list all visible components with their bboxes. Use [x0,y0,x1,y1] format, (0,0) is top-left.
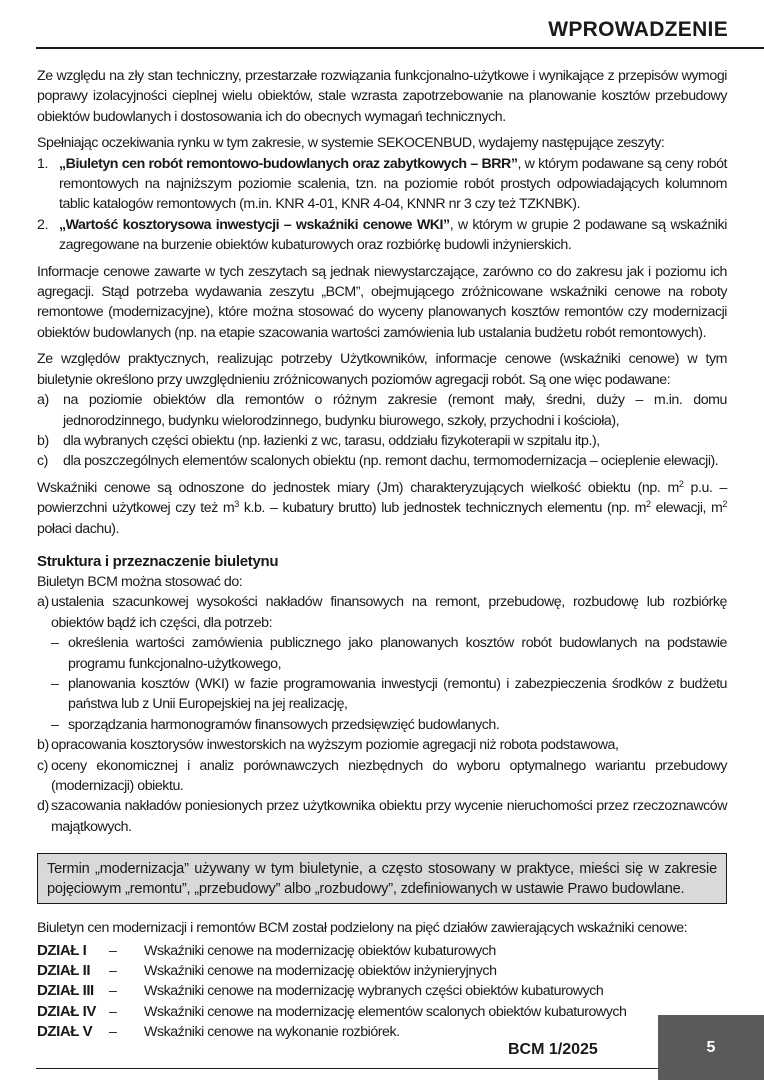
intro-paragraph-1: Ze względu na zły stan techniczny, przestarzałe rozwiązania funkcjonalno-użytkowe i wynikające z przepisów wymogi poprawy izolacyjności cieplnej wielu obiektów, stale wzrasta zapotrzebowanie na planowanie kosztów przebudowy obiektów budowlanych i dostosowania ich do obecnych wymagań technicznych. [37,68,727,125]
footer-rule [36,1068,658,1069]
list-text: , w którym w grupie 2 podawane są wskaźniki zagregowane na burzenie obiektów kubaturowych oraz rozbiórkę budowli inżynierskich. [59,216,727,254]
intro-paragraph-3: Informacje cenowe zawarte w tych zeszytach są jednak niewystarczające, zarówno co do zakresu jak i poziomu ich agregacji. Stąd potrzeba wydawania zeszytu „BCM”, obejmującego zróżnicowane wskaźniki cenowe na roboty remontowe (modernizacyjne), które można stosować do wyceny planowanych kosztów remontów czy modernizacji obiektów budowlanych (np. na etapie szacowania wartości zamówienia lub ustalania budżetu robót remontowych). [37,263,727,341]
header-rule [36,47,764,49]
dash-marker: – [51,635,59,652]
list-marker: d) [37,798,49,815]
list-text: ustalenia szacunkowej wysokości nakładów finansowych na remont, przebudowę, rozbudowę lub rozbiórkę obiektów bądź ich części, dla potrzeb: [51,594,727,631]
list-marker: b) [37,432,49,449]
list-marker: c) [37,757,48,774]
list-marker: 1. [37,155,48,172]
division-code: DZIAŁ III [37,982,94,1000]
dash-marker: – [51,675,59,692]
footer-publication: BCM 1/2025 [508,1041,598,1058]
list-item [37,796,727,837]
divisions-lead: Biuletyn cen modernizacji i remontów BCM został podzielony na pięć działów zawierających wskaźniki cenowe: [37,920,688,937]
list-item [37,735,727,755]
list-text: , w którym podawane są ceny robót remontowych na najniższym poziomie scalenia, tzn. na poziomie robót prostych odpowiadających kolumnom tablic katalogów remontowych (m.in. KNR 4-01, KNR 4-04, KNNR nr 3 czy też TZKNBK). [59,155,727,213]
publication-name: „Wartość kosztorysowa inwestycji – wskaźniki cenowe WKI” [59,216,450,233]
list-marker: a) [37,392,49,409]
division-row [37,941,727,961]
divisions-list [37,941,727,1043]
division-dash: – [109,1024,117,1041]
list-item [37,154,727,215]
structure-lead: Biuletyn BCM można stosować do: [37,573,243,590]
list-item [37,756,727,797]
list-item [37,674,727,715]
list-text: opracowania kosztorysów inwestorskich na wyższym poziomie agregacji niż robota podstawowa, [51,737,619,754]
division-description: Wskaźniki cenowe na modernizację elementów scalonych obiektów kubaturowych [144,1003,627,1020]
definition-note-box: Termin „modernizacja” używany w tym biuletynie, a często stosowany w praktyce, mieści się w zakresie pojęciowym „remontu”, „przebudowy” albo „rozbudowy”, zdefiniowanych w ustawie Prawo budowlane. [37,853,727,904]
list-item [37,215,727,256]
division-dash: – [109,963,117,980]
division-row [37,961,727,981]
list-text: sporządzania harmonogramów finansowych przedsięwzięć budowlanych. [68,716,500,733]
division-code: DZIAŁ V [37,1023,93,1041]
page-content [37,66,727,1043]
division-description: Wskaźniki cenowe na modernizację obiektów kubaturowych [144,942,496,959]
list-marker: c) [37,453,48,470]
list-item [37,431,727,451]
list-text: dla wybranych części obiektu (np. łazienki z wc, tarasu, oddziału fizykoterapii w szpitalu itp.), [63,432,600,449]
list-text: określenia wartości zamówienia publicznego jako planowanych kosztów robót budowlanych na podstawie programu funkcjonalno-użytkowego, [68,635,727,672]
division-dash: – [109,1003,117,1020]
list-text: szacowania nakładów poniesionych przez użytkownika obiektu przy wycenie nieruchomości przez rzeczoznawców majątkowych. [51,798,727,835]
division-row [37,1002,727,1022]
list-text: na poziomie obiektów dla remontów o różnym zakresie (remont mały, średni, duży – m.in. domu jednorodzinnego, budynku wielorodzinnego, budynku biurowego, szkoły, przychodni i kościoła), [63,392,727,429]
intro-paragraph-4: Ze względów praktycznych, realizując potrzeby Użytkowników, informacje cenowe (wskaźniki cenowe) w tym biuletynie określono przy uwzględnieniu zróżnicowanych poziomów agregacji robót. Są one więc podawane: [37,351,727,388]
list-marker: a) [37,594,49,611]
list-text: dla poszczególnych elementów scalonych obiektu (np. remont dachu, termomodernizacja – ocieplenie elewacji). [63,453,719,470]
division-dash: – [109,942,117,959]
division-row [37,1022,727,1042]
division-code: DZIAŁ II [37,962,91,980]
intro-paragraph-2: Spełniając oczekiwania rynku w tym zakresie, w systemie SEKOCENBUD, wydajemy następujące zeszyty: [37,135,665,152]
list-item [37,715,727,735]
publication-name: „Biuletyn cen robót remontowo-budowlanych oraz zabytkowych – BRR” [59,155,518,172]
list-marker: 2. [37,216,48,233]
page-number-box [658,1015,764,1080]
division-code: DZIAŁ IV [37,1002,96,1020]
intro-paragraph-5: Wskaźniki cenowe są odnoszone do jednostek miary (Jm) charakteryzujących wielkość obiektu (np. $m^2$ p.u. – powierzchni użytkowej czy też $m^3$ k.b. – kubatury brutto) lub jednostek technicznych elementu (np. $m^2$ elewacji, $m^2$ połaci dachu). [37,478,727,537]
division-description: Wskaźniki cenowe na modernizację obiektów inżynieryjnych [144,963,497,980]
list-item [37,592,727,633]
dash-marker: – [51,716,59,733]
page-number: 5 [706,1038,716,1056]
list-item [37,451,727,471]
page-header-title: WPROWADZENIE [548,18,728,41]
section-heading: Struktura i przeznaczenie biuletynu [37,552,279,570]
division-dash: – [109,983,117,1000]
division-description: Wskaźniki cenowe na modernizację wybranych części obiektów kubaturowych [144,983,604,1000]
list-text: planowania kosztów (WKI) w fazie programowania inwestycji (remontu) i zabezpieczenia środków z budżetu państwa lub z Unii Europejskiej na jej realizację, [68,675,727,713]
division-code: DZIAŁ I [37,941,87,959]
list-item [37,390,727,431]
list-marker: b) [37,737,49,754]
division-description: Wskaźniki cenowe na wykonanie rozbiórek. [144,1024,400,1041]
division-row [37,981,727,1001]
list-text: oceny ekonomicznej i analiz porównawczych niezbędnych do wyboru optymalnego wariantu przebudowy (modernizacji) obiektu. [51,757,727,794]
list-item [37,633,727,674]
